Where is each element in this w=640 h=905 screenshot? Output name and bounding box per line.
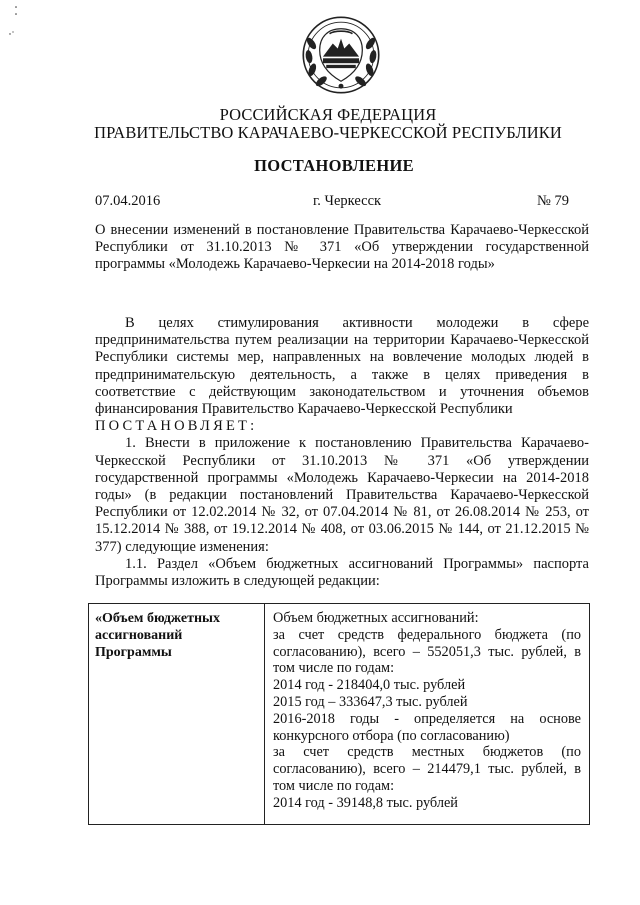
item-1-paragraph: 1. Внести в приложение к постановлению Правительства Карачаево-Черкесской Республики от 31.10.2013 № 371 «Об утверждении государственной программы «Молодежь Карачаево-Черкесии на 2014-2018 годы» (в редакции постановлений Правительства Карачаево-Черкесской Республики от 12.02.2014 № 32, от 07.04.2014 № 81, от 26.08.2014 № 253, от 15.12.2014 № 388, от 19.12.2014 № 408, от 03.06.2015 № 144, от 21.12.2015 № 377) следующие изменения: bbox=[95, 435, 589, 555]
budget-line: 2016-2018 годы - определяется на основе конкурсного отбора (по согласованию) bbox=[273, 710, 581, 744]
preamble-paragraph: В целях стимулирования активности молодежи в сфере предпринимательства путем реализации на территории Карачаево-Черкесской Республики системы мер, направленных на вовлечение молодых людей в предпринимательскую деятельность, а также в целях приведения в соответствие с действующим законодательством и уточнения объемов финансирования Правительство Карачаево-Черкесской Республики bbox=[95, 315, 589, 418]
document-body bbox=[95, 315, 589, 590]
budget-line: за счет средств федерального бюджета (по согласованию), всего – 552051,3 тыс. рублей, в том числе по годам: bbox=[273, 626, 581, 677]
header-government: ПРАВИТЕЛЬСТВО КАРАЧАЕВО-ЧЕРКЕССКОЙ РЕСПУБЛИКИ bbox=[94, 123, 562, 142]
header-country: РОССИЙСКАЯ ФЕДЕРАЦИЯ bbox=[219, 105, 437, 124]
budget-line: за счет средств местных бюджетов (по согласованию), всего – 214479,1 тыс. рублей, в том числе по годам: bbox=[273, 744, 581, 794]
budget-table bbox=[88, 603, 590, 825]
coat-of-arms-emblem bbox=[300, 14, 382, 96]
decree-word: ПОСТАНОВЛЯЕТ: bbox=[95, 418, 258, 435]
budget-table-heading-cell: «Объем бюджетных ассигнований Программы bbox=[89, 604, 265, 824]
budget-line: 2014 год - 39148,8 тыс. рублей bbox=[273, 794, 458, 811]
budget-line: 2014 год - 218404,0 тыс. рублей bbox=[273, 677, 466, 694]
document-date: 07.04.2016 bbox=[95, 193, 161, 209]
document-subject: О внесении изменений в постановление Правительства Карачаево-Черкесской Республики от 31.10.2013 № 371 «Об утверждении государственной программы «Молодежь Карачаево-Черкесии на 2014-2018 годы» bbox=[95, 222, 589, 272]
document-city: г. Черкесск bbox=[313, 193, 382, 209]
document-number: № 79 bbox=[537, 193, 569, 209]
scan-marks bbox=[6, 2, 26, 42]
item-1-1-paragraph: 1.1. Раздел «Объем бюджетных ассигнований Программы» паспорта Программы изложить в следующей редакции: bbox=[95, 555, 589, 590]
budget-table-content-cell bbox=[265, 604, 589, 824]
budget-line: 2015 год – 333647,3 тыс. рублей bbox=[273, 693, 468, 710]
budget-line: Объем бюджетных ассигнований: bbox=[273, 610, 479, 626]
document-type-title: ПОСТАНОВЛЕНИЕ bbox=[254, 156, 414, 175]
